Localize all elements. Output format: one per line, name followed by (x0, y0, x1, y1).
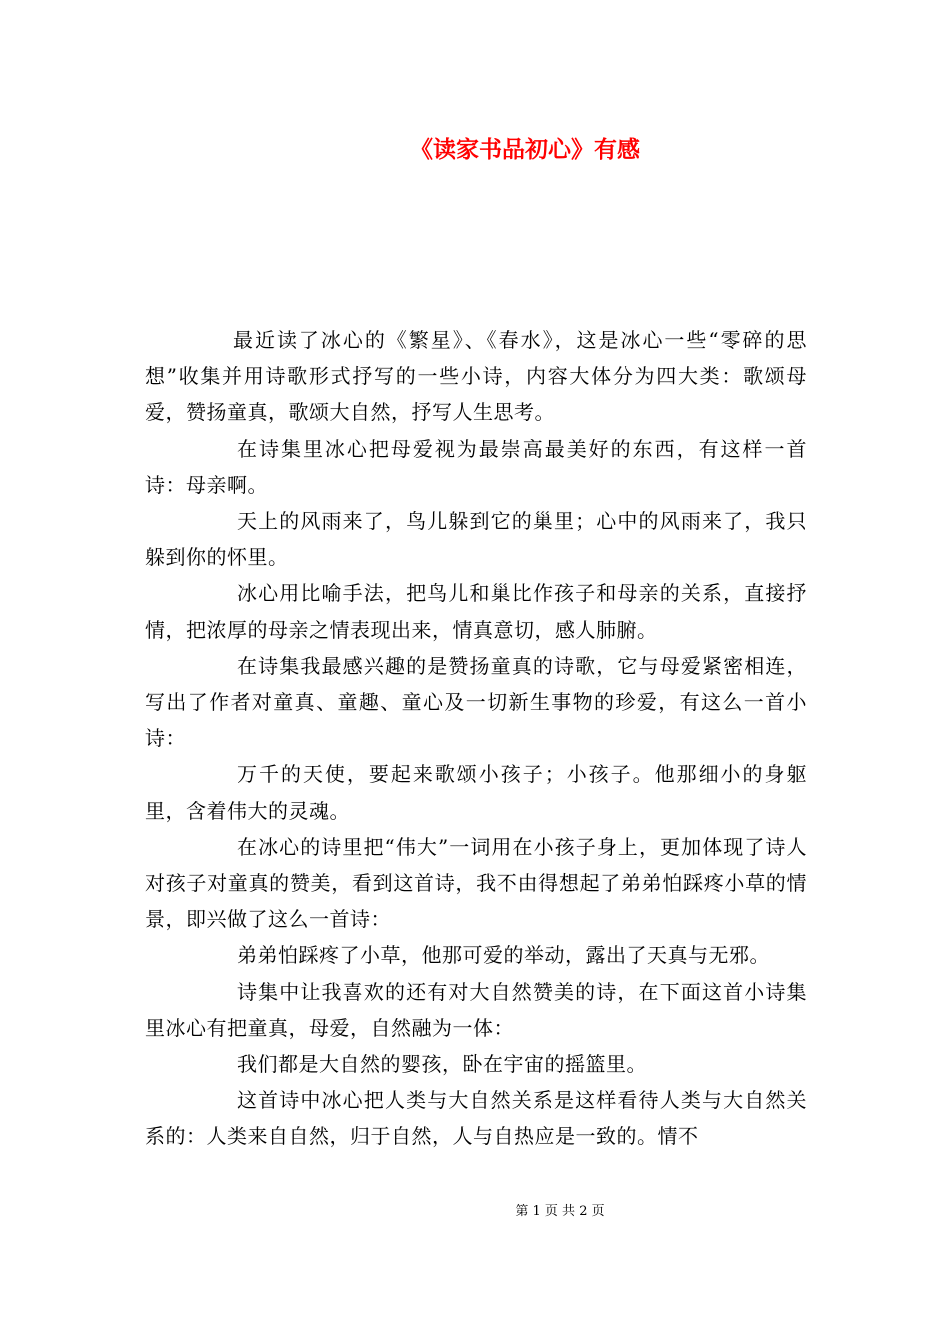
paragraph-11: 这首诗中冰心把人类与大自然关系是这样看待人类与大自然关系的：人类来自自然，归于自然，人与自热应是一致的。情不 (145, 1088, 807, 1149)
paragraph-10-poem: 我们都是大自然的婴孩，卧在宇宙的摇篮里。 (237, 1052, 647, 1077)
paragraph-5: 在诗集我最感兴趣的是赞扬童真的诗歌，它与母爱紧密相连，写出了作者对童真、童趣、童心及一切新生事物的珍爱，有这么一首小诗： (145, 653, 807, 751)
paragraph-8-poem: 弟弟怕踩疼了小草，他那可爱的举动，露出了天真与无邪。 (237, 943, 770, 968)
paragraph-6-poem: 万千的天使，要起来歌颂小孩子；小孩子。他那细小的身躯里，含着伟大的灵魂。 (145, 762, 807, 823)
paragraph-4: 冰心用比喻手法，把鸟儿和巢比作孩子和母亲的关系，直接抒情，把浓厚的母亲之情表现出来，情真意切，感人肺腑。 (145, 581, 807, 642)
paragraph-1: 最近读了冰心的《繁星》、《春水》，这是冰心一些“零碎的思想”收集并用诗歌形式抒写的一些小诗，内容大体分为四大类：歌颂母爱，赞扬童真，歌颂大自然，抒写人生思考。 (145, 328, 807, 425)
paragraph-9: 诗集中让我喜欢的还有对大自然赞美的诗，在下面这首小诗集里冰心有把童真，母爱，自然融为一体： (145, 979, 807, 1040)
paragraph-7: 在冰心的诗里把“伟大”一词用在小孩子身上，更加体现了诗人对孩子对童真的赞美，看到这首诗，我不由得想起了弟弟怕踩疼小草的情景，即兴做了这么一首诗： (145, 834, 807, 932)
paragraph-2: 在诗集里冰心把母爱视为最崇高最美好的东西，有这样一首诗：母亲啊。 (145, 436, 807, 497)
page-number-footer: 第 1 页 共 2 页 (515, 1204, 605, 1219)
document-body (145, 322, 807, 1155)
document-title: 《读家书品初心》有感 (410, 136, 640, 163)
paragraph-3-poem: 天上的风雨来了，鸟儿躲到它的巢里；心中的风雨来了，我只躲到你的怀里。 (145, 509, 807, 570)
